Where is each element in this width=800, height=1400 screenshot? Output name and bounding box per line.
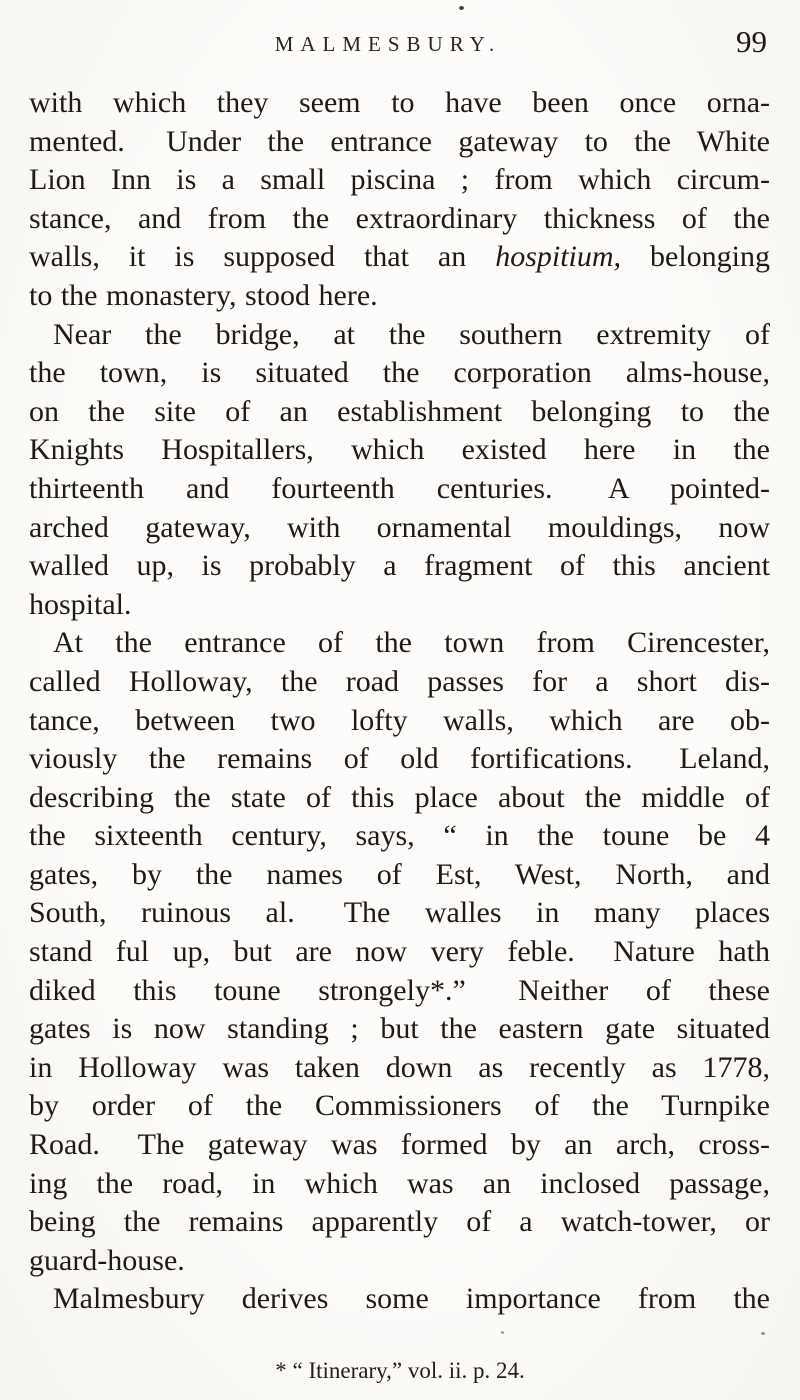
text-line: by order of the Commissioners of the Turnpike xyxy=(29,1089,770,1123)
text-line: the town, is situated the corporation alms-house, xyxy=(29,356,770,390)
text-line: stance, and from the extraordinary thickness of the xyxy=(29,201,770,235)
text-line: describing the state of this place about the middle of xyxy=(29,780,770,814)
text-line: to the monastery, stood here. xyxy=(29,278,378,312)
text-line: being the remains apparently of a watch-tower, or xyxy=(29,1205,770,1239)
text-line: gates, by the names of Est, West, North, and xyxy=(29,857,770,891)
text-line: diked this toune strongely*.” Neither of these xyxy=(29,973,770,1007)
text-line: At the entrance of the town from Cirencester, xyxy=(53,626,770,660)
text-segment: walls, it is supposed that an xyxy=(29,240,496,274)
body-text xyxy=(29,84,770,1319)
text-line: Road. The gateway was formed by an arch, cross- xyxy=(29,1128,770,1162)
text-line: Lion Inn is a small piscina ; from which circum- xyxy=(29,163,770,197)
page-number: 99 xyxy=(736,24,767,59)
text-line xyxy=(29,238,770,277)
footnote: * “ Itinerary,” vol. ii. p. 24. xyxy=(275,1358,525,1383)
running-title: MALMESBURY. xyxy=(274,32,502,56)
text-line: mented. Under the entrance gateway to the White xyxy=(29,124,770,158)
scan-speck xyxy=(761,1332,765,1335)
text-line: gates is now standing ; but the eastern gate situated xyxy=(29,1012,770,1046)
text-line: called Holloway, the road passes for a short dis- xyxy=(29,664,770,698)
text-line: the sixteenth century, says, “ in the toune be 4 xyxy=(29,819,770,853)
text-line: with which they seem to have been once orna- xyxy=(29,86,770,119)
paragraph xyxy=(29,624,770,1280)
text-line: hospital. xyxy=(29,587,132,621)
text-line: viously the remains of old fortifications. Leland, xyxy=(29,742,770,776)
text-line: in Holloway was taken down as recently as 1778, xyxy=(29,1050,770,1084)
text-segment: belonging xyxy=(621,240,770,274)
paragraph xyxy=(29,316,770,625)
text-line: walled up, is probably a fragment of this ancient xyxy=(29,549,770,583)
scan-speck xyxy=(501,1331,504,1334)
text-line: Near the bridge, at the southern extremity of xyxy=(53,317,770,351)
text-line: tance, between two lofty walls, which are ob- xyxy=(29,703,770,737)
paragraph xyxy=(29,84,770,316)
text-line: stand ful up, but are now very feble. Nature hath xyxy=(29,935,770,969)
text-line: South, ruinous al. The walles in many places xyxy=(29,896,770,930)
text-line: Knights Hospitallers, which existed here in the xyxy=(29,433,770,467)
text-line: on the site of an establishment belonging to the xyxy=(29,394,770,428)
text-line: arched gateway, with ornamental mouldings, now xyxy=(29,510,770,544)
text-line: guard-house. xyxy=(29,1243,185,1277)
text-line: ing the road, in which was an inclosed passage, xyxy=(29,1166,770,1200)
text-line: thirteenth and fourteenth centuries. A pointed- xyxy=(29,471,770,505)
scan-speck xyxy=(459,6,464,10)
italic-text: hospitium, xyxy=(495,240,622,274)
text-line: Malmesbury derives some importance from the xyxy=(53,1282,770,1316)
paragraph xyxy=(29,1280,770,1319)
